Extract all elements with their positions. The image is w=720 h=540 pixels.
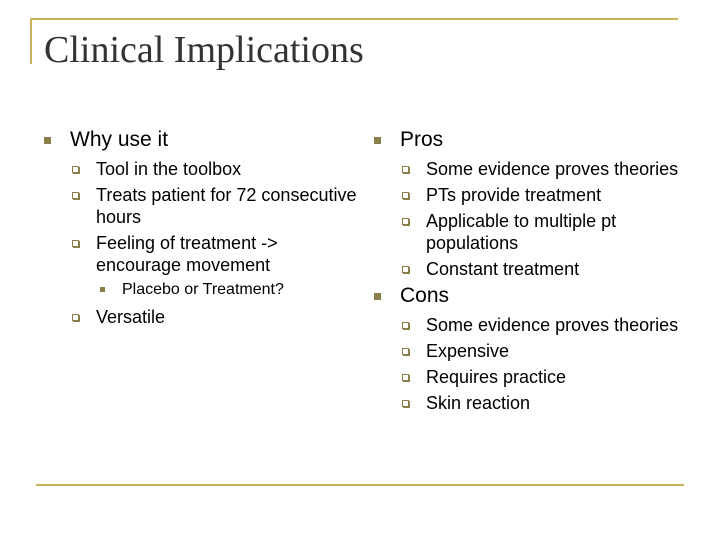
box-bullet-icon xyxy=(402,348,409,355)
list-item-text: Constant treatment xyxy=(426,259,580,279)
list-item-text: Expensive xyxy=(426,341,510,361)
sub-list-item-text: Placebo or Treatment? xyxy=(122,281,284,298)
square-bullet-icon xyxy=(374,293,381,300)
box-bullet-icon xyxy=(402,266,409,273)
heading-text: Pros xyxy=(400,128,444,151)
list-item xyxy=(360,258,690,280)
box-bullet-icon xyxy=(72,192,79,199)
list-item xyxy=(360,392,690,414)
list-item-text: Some evidence proves theories xyxy=(426,159,679,179)
sub-list-item xyxy=(0,280,360,300)
list-item xyxy=(0,306,360,328)
slide-title: Clinical Implications xyxy=(44,29,364,71)
bottom-rule xyxy=(36,484,684,486)
box-bullet-icon xyxy=(402,218,409,225)
box-bullet-icon xyxy=(402,192,409,199)
cons-heading xyxy=(360,284,690,308)
list-item-text: Applicable to multiple pt populations xyxy=(426,211,617,253)
list-item-text: Versatile xyxy=(96,307,166,327)
list-item-text: Some evidence proves theories xyxy=(426,315,679,335)
left-rule xyxy=(30,18,32,64)
box-bullet-icon xyxy=(402,374,409,381)
list-item xyxy=(0,184,360,228)
box-bullet-icon xyxy=(72,166,79,173)
list-item-text: PTs provide treatment xyxy=(426,185,602,205)
right-column xyxy=(360,128,690,418)
pros-heading xyxy=(360,128,690,152)
heading-text: Why use it xyxy=(70,128,169,151)
box-bullet-icon xyxy=(402,400,409,407)
list-item-text: Treats patient for 72 consecutive hours xyxy=(96,185,357,227)
list-item xyxy=(360,210,690,254)
list-item xyxy=(0,232,360,276)
square-bullet-icon xyxy=(374,137,381,144)
why-use-it-heading xyxy=(0,128,360,152)
heading-text: Cons xyxy=(400,284,450,307)
top-rule xyxy=(30,18,678,20)
left-column xyxy=(0,128,360,332)
list-item xyxy=(360,158,690,180)
list-item xyxy=(360,366,690,388)
list-item xyxy=(360,184,690,206)
box-bullet-icon xyxy=(402,166,409,173)
list-item-text: Skin reaction xyxy=(426,393,531,413)
list-item xyxy=(0,158,360,180)
list-item xyxy=(360,314,690,336)
box-bullet-icon xyxy=(402,322,409,329)
list-item-text: Tool in the toolbox xyxy=(96,159,242,179)
list-item-text: Requires practice xyxy=(426,367,567,387)
list-item-text: Feeling of treatment -> encourage movement xyxy=(96,233,278,275)
box-bullet-icon xyxy=(72,314,79,321)
box-bullet-icon xyxy=(72,240,79,247)
list-item xyxy=(360,340,690,362)
square-bullet-icon xyxy=(100,287,105,292)
square-bullet-icon xyxy=(44,137,51,144)
